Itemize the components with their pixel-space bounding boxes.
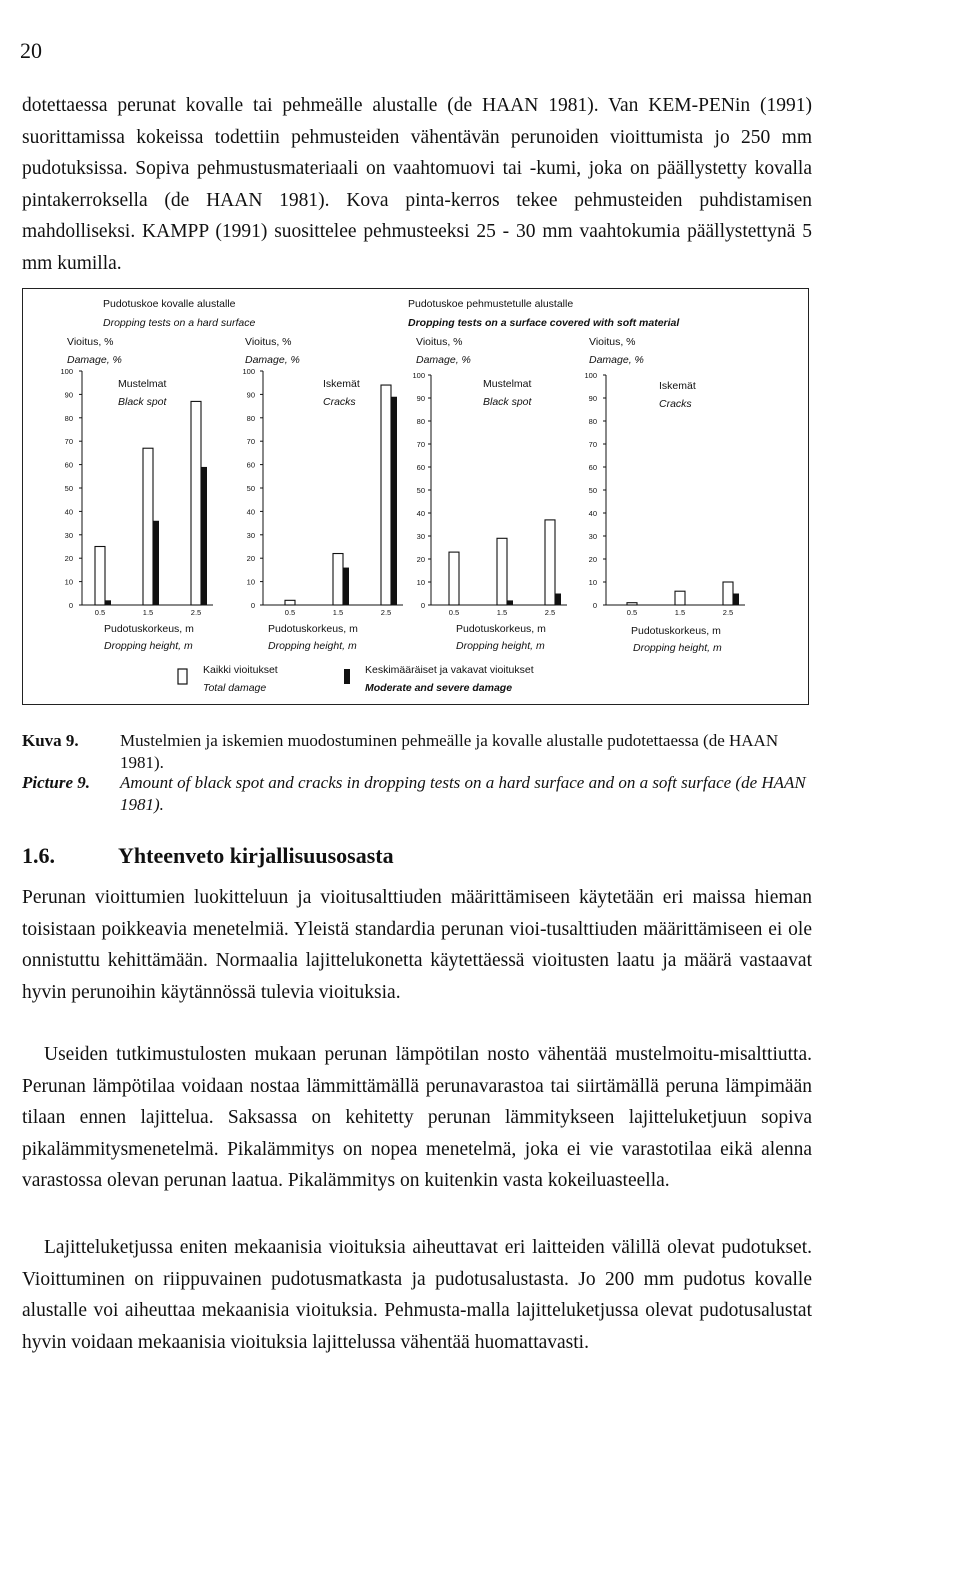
panel-3-y-tick-label: 20: [416, 555, 425, 564]
right-group-title-en: Dropping tests on a surface covered with soft material: [408, 317, 680, 329]
p3-xlabel-en: Dropping height, m: [456, 640, 545, 652]
p4-xlabel-fi: Pudotuskorkeus, m: [631, 625, 721, 637]
panel-4-y-tick-label: 30: [588, 532, 597, 541]
panel-4-y-tick-label: 80: [588, 417, 597, 426]
p1-xlabel-fi: Pudotuskorkeus, m: [104, 623, 194, 635]
intro-paragraph: dotettaessa perunat kovalle tai pehmeälle alustalle (de HAAN 1981). Van KEM-PENin (1991) suorittamissa kokeissa todettiin pehmusteiden vähentävän perunoiden vioittumista jo 250 mm pudotuksissa. Sopiva pehmustusmateriaali on vaahtomuovi tai -kumi, joka on päällystetty kovalla pintakerroksella (de HAAN 1981). Kova pinta-kerros tekee pehmusteiden puhdistamisen mahdolliseksi. KAMPP (1991) suosittelee pehmusteeksi 25 - 30 mm vaahtokumia päällystettynä 5 mm kumilla.: [22, 95, 812, 274]
panel-2-bar-total: [285, 600, 295, 605]
panel-3-y-tick-label: 40: [416, 509, 425, 518]
legend-total-swatch: [178, 669, 187, 684]
panel-3-y-tick-label: 30: [416, 532, 425, 541]
summary-paragraph-2: Useiden tutkimustulosten mukaan perunan lämpötilan nosto vähentää mustelmoitu-misalttiutta. Perunan lämpötilaa voidaan nostaa lämmittämällä perunavarastoa tai siirtämällä peruna lämpimään tilaan ennen lajittelua. Saksassa on kehitetty perunan lämmitykseen lajitteluketjuun sopiva pikalämmitysmenetelmä. Pikalämmitys on nopea menetelmä, joka ei vie varastotilaa eikä alenna varastossa olevan perunan laatua. Pikalämmitys on kuitenkin vasta kokeiluasteella.: [22, 1044, 812, 1191]
panel-1-y-tick-label: 100: [60, 367, 73, 376]
panel-2-y-tick-label: 60: [246, 460, 255, 470]
panel-4-y-tick-label: 20: [588, 555, 597, 564]
panel-4-bar-total: [627, 603, 637, 605]
panel-3-y-tick-label: 90: [416, 394, 425, 403]
panel-3-x-tick-label: 1.5: [496, 608, 508, 617]
panel-1-y-tick-label: 10: [64, 577, 73, 587]
panel-4-y-tick-label: 70: [588, 440, 597, 449]
panel-1-y-tick-label: 80: [64, 413, 73, 423]
panel-4-bar-total: [675, 591, 685, 605]
panel-2-y-tick-label: 0: [250, 601, 255, 610]
panel-2-x-tick-label: 2.5: [380, 608, 392, 617]
legend-severe-fi: Keskimääräiset ja vakavat vioitukset: [365, 664, 534, 676]
p2-subtitle: Cracks: [323, 396, 356, 408]
panel-2-bar-total: [381, 385, 391, 605]
panel-2-y-tick-label: 70: [246, 437, 255, 447]
p2-ylabel-en: Damage, %: [245, 354, 300, 366]
panel-1-y-tick-label: 60: [64, 460, 73, 470]
panel-1-bar-severe: [201, 467, 207, 605]
legend-total-en: Total damage: [203, 682, 267, 694]
panel-2-x-tick-label: 1.5: [332, 608, 344, 617]
summary-paragraph-1: Perunan vioittumien luokitteluun ja vioitusalttiuden määrittämiseen käytetään eri maissa hieman toisistaan poikkeavia menetelmiä. Yleistä standardia perunan vioi-tusalttiuden määrittämiseen ei ole onnistuttu kehittämään. Normaalia lajittelukonetta käytettäessä vioitusten laatu ja määrä vastaavat hyvin perunoihin käytännössä tulevia vioituksia.: [22, 887, 812, 1003]
panel-4-y-tick-label: 100: [584, 371, 597, 380]
p3-ylabel-fi: Vioitus, %: [416, 336, 463, 348]
section-heading: [22, 843, 394, 869]
panel-2-y-tick-label: 50: [246, 484, 255, 493]
panel-3-y-tick-label: 60: [416, 463, 425, 472]
p1-xlabel-en: Dropping height, m: [104, 640, 193, 652]
panel-4-y-tick-label: 10: [588, 578, 597, 587]
p3-xlabel-fi: Pudotuskorkeus, m: [456, 623, 546, 635]
panel-1-x-tick-label: 0.5: [94, 608, 106, 617]
p2-xlabel-en: Dropping height, m: [268, 640, 357, 652]
caption-en-label: Picture 9.: [22, 773, 90, 792]
panel-4-x-tick-label: 2.5: [722, 608, 734, 617]
p4-ylabel-fi: Vioitus, %: [589, 336, 636, 348]
panel-3-x-tick-label: 2.5: [544, 608, 556, 617]
caption-fi-text: Mustelmien ja iskemien muodostuminen pehmeälle ja kovalle alustalle pudotettaessa (de HAAN 1981).: [120, 731, 779, 772]
panel-2-y-tick-label: 100: [242, 367, 255, 376]
panel-2-y-tick-label: 30: [246, 530, 255, 540]
right-group-title-fi: Pudotuskoe pehmustetulle alustalle: [408, 298, 574, 310]
panel-2-bar-severe: [391, 397, 397, 605]
panel-1-bar-severe: [105, 600, 111, 605]
figure-chart-canvas: [23, 289, 808, 704]
panel-2-y-tick-label: 80: [246, 413, 255, 423]
panel-3-y-tick-label: 80: [416, 417, 425, 426]
panel-3-bar-total: [545, 520, 555, 605]
panel-4-bar-total: [723, 582, 733, 605]
p4-ylabel-en: Damage, %: [589, 354, 644, 366]
panel-2-y-tick-label: 10: [246, 577, 255, 587]
panel-1-y-tick-label: 90: [64, 390, 73, 400]
p4-title: Iskemät: [659, 380, 696, 392]
panel-3-x-tick-label: 0.5: [448, 608, 460, 617]
page-number: 20: [20, 38, 42, 63]
panel-1-y-tick-label: 40: [64, 507, 73, 517]
p3-subtitle: Black spot: [483, 396, 532, 408]
panel-2-bar-severe: [343, 568, 349, 605]
caption-en-text: Amount of black spot and cracks in dropping tests on a hard surface and on a soft surface (de HAAN 1981).: [120, 773, 806, 814]
panel-4-y-tick-label: 90: [588, 394, 597, 403]
panel-4-x-tick-label: 1.5: [674, 608, 686, 617]
panel-3-bar-severe: [555, 594, 561, 606]
p1-ylabel-en: Damage, %: [67, 354, 122, 366]
panel-4-bar-severe: [733, 594, 739, 606]
panel-3-y-tick-label: 0: [420, 601, 425, 610]
p1-ylabel-fi: Vioitus, %: [67, 336, 114, 348]
panel-4-y-tick-label: 50: [588, 486, 597, 495]
p1-subtitle: Black spot: [118, 396, 167, 408]
panel-1-bar-severe: [153, 521, 159, 605]
panel-1-y-tick-label: 50: [64, 484, 73, 493]
panel-3-y-tick-label: 50: [416, 486, 425, 495]
panel-3-bar-severe: [507, 600, 513, 605]
panel-1-x-tick-label: 2.5: [190, 608, 202, 617]
p2-ylabel-fi: Vioitus, %: [245, 336, 292, 348]
panel-1-bar-total: [95, 547, 105, 606]
legend-severe-swatch: [344, 669, 350, 684]
panel-2-x-tick-label: 0.5: [284, 608, 296, 617]
legend-total-fi: Kaikki vioitukset: [203, 664, 278, 676]
panel-4-y-tick-label: 60: [588, 463, 597, 472]
panel-2-bar-total: [333, 554, 343, 605]
section-number: 1.6.: [22, 843, 55, 868]
left-group-title-fi: Pudotuskoe kovalle alustalle: [103, 298, 236, 310]
panel-3-y-tick-label: 10: [416, 578, 425, 587]
panel-4-x-tick-label: 0.5: [626, 608, 638, 617]
caption-fi-label: Kuva 9.: [22, 731, 79, 750]
panel-3-y-tick-label: 100: [412, 371, 425, 380]
legend-severe-en: Moderate and severe damage: [365, 682, 513, 694]
p2-xlabel-fi: Pudotuskorkeus, m: [268, 623, 358, 635]
p2-title: Iskemät: [323, 378, 360, 390]
panel-1-x-tick-label: 1.5: [142, 608, 154, 617]
section-title: Yhteenveto kirjallisuusosasta: [118, 843, 394, 868]
panel-2-y-tick-label: 40: [246, 507, 255, 517]
panel-2-y-tick-label: 20: [246, 554, 255, 564]
left-group-title-en: Dropping tests on a hard surface: [103, 317, 256, 329]
panel-1-y-tick-label: 20: [64, 554, 73, 564]
panel-2-y-tick-label: 90: [246, 390, 255, 400]
panel-1-y-tick-label: 0: [68, 601, 73, 610]
p1-title: Mustelmat: [118, 378, 167, 390]
panel-4-y-tick-label: 40: [588, 509, 597, 518]
panel-1-bar-total: [191, 401, 201, 605]
panel-3-bar-total: [497, 538, 507, 605]
panel-4-y-tick-label: 0: [592, 601, 597, 610]
figure-dropping-tests: [22, 288, 809, 705]
panel-1-bar-total: [143, 448, 153, 605]
panel-3-bar-total: [449, 552, 459, 605]
p3-title: Mustelmat: [483, 378, 532, 390]
panel-3-y-tick-label: 70: [416, 440, 425, 449]
p4-subtitle: Cracks: [659, 398, 692, 410]
panel-1-y-tick-label: 70: [64, 437, 73, 447]
p3-ylabel-en: Damage, %: [416, 354, 471, 366]
panel-1-y-tick-label: 30: [64, 530, 73, 540]
p4-xlabel-en: Dropping height, m: [633, 642, 722, 654]
summary-paragraph-3: Lajitteluketjussa eniten mekaanisia vioituksia aiheuttavat eri laitteiden välillä olevat pudotukset. Vioittuminen on riippuvainen pudotusmatkasta ja pudotusalustasta. Jo 200 mm pudotus kovalle alustalle voi aiheuttaa mekaanisia vioituksia. Pehmusta-malla lajitteluketjussa olevat pudotusalustat hyvin voidaan mekaanisia vioituksia lajittelussa vähentää huomattavasti.: [22, 1237, 812, 1353]
